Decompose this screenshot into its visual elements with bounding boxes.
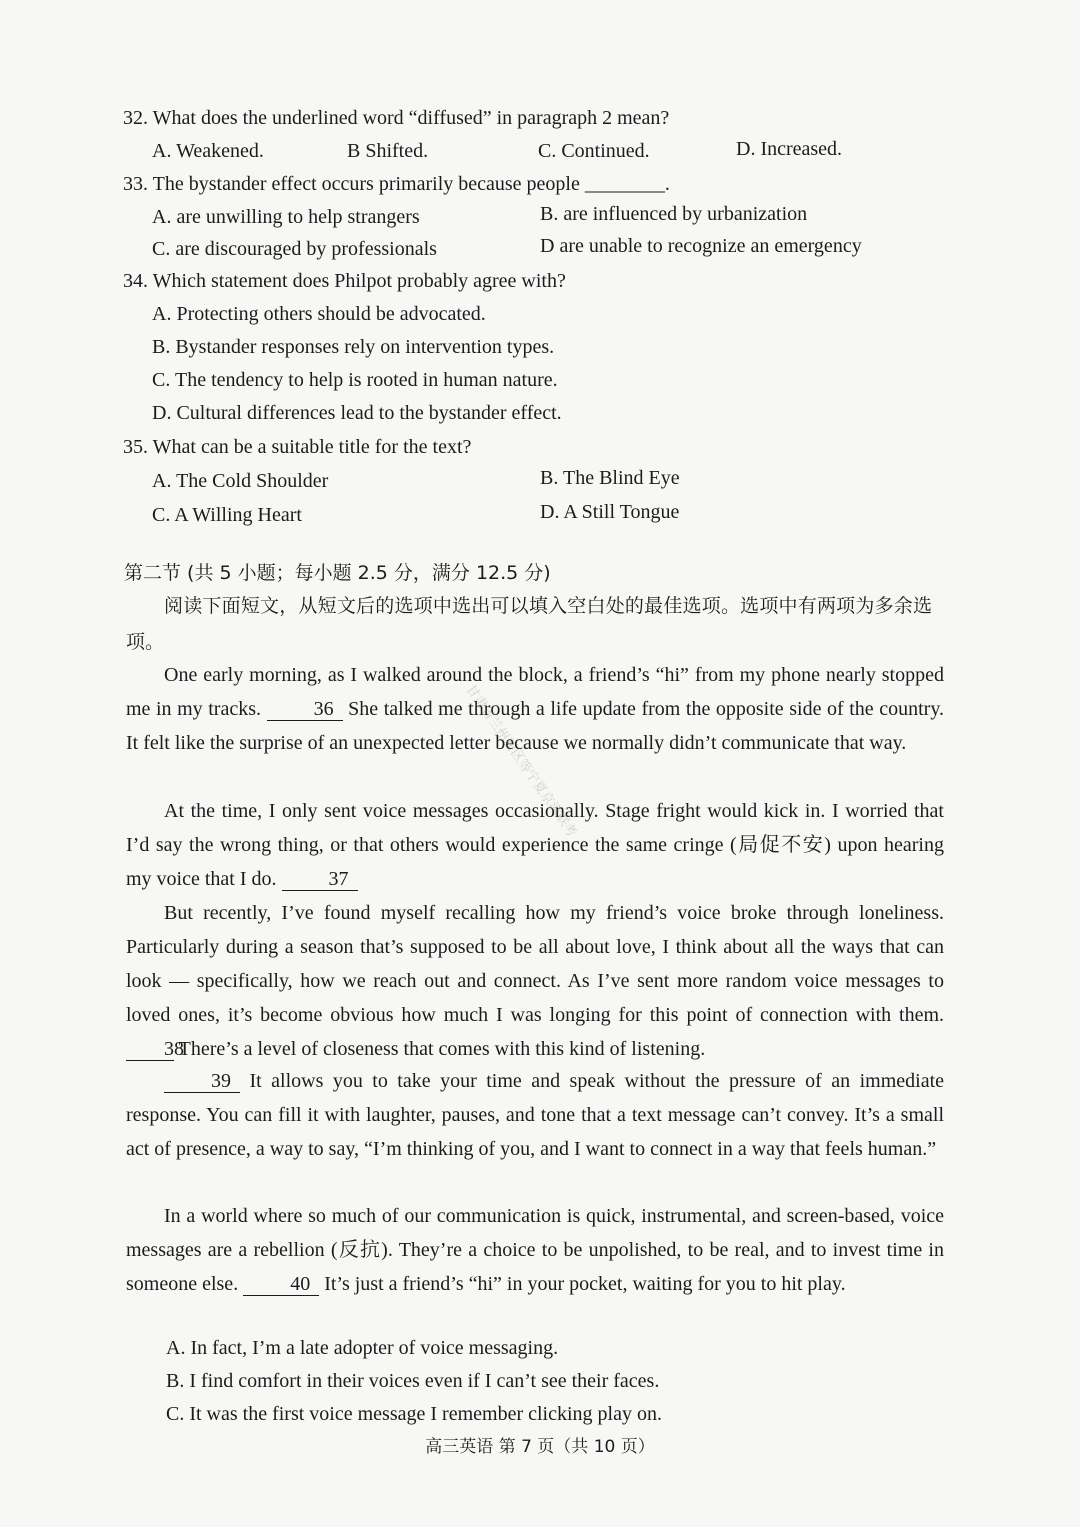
blank-38: 38 [126, 1038, 174, 1061]
p1-text-a: One early morning, as I walked around the block, a friend’s “hi” from my phone nearly stopped me in my tracks. [126, 664, 944, 720]
answer-option-b: B. I find comfort in their voices even if I can’t see their faces. [166, 1370, 660, 1392]
passage-paragraph-1 [126, 658, 944, 760]
watermark-stamp: 甘肃省兰州新区等宁夏京满联考 [462, 682, 580, 840]
q33-option-d: D are unable to recognize an emergency [540, 235, 862, 257]
section-instruction: 阅读下面短文，从短文后的选项中选出可以填入空白处的最佳选项。选项中有两项为多余选项。 [126, 595, 932, 653]
q32-option-d: D. Increased. [736, 138, 843, 160]
q35-option-d: D. A Still Tongue [540, 501, 680, 523]
q34-option-a: A. Protecting others should be advocated. [152, 303, 486, 325]
q32-option-c: C. Continued. [538, 140, 650, 162]
question-32-stem: 32. What does the underlined word “diffused” in paragraph 2 mean? [123, 107, 670, 129]
section-title: 第二节 (共 5 小题；每小题 2.5 分，满分 12.5 分) [124, 562, 551, 584]
q35-option-c: C. A Willing Heart [152, 504, 302, 526]
blank-39: 39 [164, 1070, 240, 1093]
question-33-stem: 33. The bystander effect occurs primarily because people ________. [123, 173, 670, 195]
q34-option-c: C. The tendency to help is rooted in human nature. [152, 369, 558, 391]
q35-option-a: A. The Cold Shoulder [152, 470, 329, 492]
answer-option-a: A. In fact, I’m a late adopter of voice messaging. [166, 1337, 559, 1359]
q33-option-c: C. are discouraged by professionals [152, 238, 437, 260]
blank-37: 37 [282, 868, 358, 891]
passage-paragraph-5 [126, 1199, 944, 1301]
q34-option-b: B. Bystander responses rely on intervention types. [152, 336, 555, 358]
p2-text-a: At the time, I only sent voice messages occasionally. Stage fright would kick in. I worried that I’d say the wrong thing, or that others would experience the same cringe (局促不安) upon hearing my voice that I do. [126, 800, 944, 890]
p5-text-b: It’s just a friend’s “hi” in your pocket, waiting for you to hit play. [324, 1273, 846, 1295]
passage-paragraph-2 [126, 794, 944, 896]
answer-option-c: C. It was the first voice message I remember clicking play on. [166, 1403, 662, 1425]
question-34-stem: 34. Which statement does Philpot probably agree with? [123, 270, 566, 292]
q35-option-b: B. The Blind Eye [540, 467, 680, 489]
q33-option-a: A. are unwilling to help strangers [152, 206, 420, 228]
question-35-stem: 35. What can be a suitable title for the text? [123, 436, 472, 458]
p3-text-a: But recently, I’ve found myself recalling how my friend’s voice broke through loneliness. Particularly during a season that’s supposed to be all about love, I think about all the ways that can look — specifically, how we reach out and connect. As I’ve sent more random voice messages to loved ones, it’s become obvious how much I was longing for this point of connection with them. [126, 902, 944, 1026]
p4-text-a: It allows you to take your time and speak without the pressure of an immediate response. You can fill it with laughter, pauses, and tone that a text message can’t convey. It’s a small act of presence, a way to say, “I’m thinking of you, and I want to connect in a way that feels human.” [126, 1070, 945, 1160]
page-footer: 高三英语 第 7 页（共 10 页） [425, 1437, 655, 1457]
p1-text-b: She talked me through a life update from the opposite side of the country. It felt like the surprise of an unexpected letter because we normally didn’t communicate that way. [126, 698, 945, 754]
q32-option-a: A. Weakened. [152, 140, 264, 162]
blank-36: 36 [267, 698, 343, 721]
passage-paragraph-4 [126, 1064, 944, 1166]
p3-text-b: There’s a level of closeness that comes with this kind of listening. [178, 1038, 706, 1060]
q32-option-b: B Shifted. [347, 140, 429, 162]
p5-text-a: In a world where so much of our communication is quick, instrumental, and screen-based, voice messages are a rebellion (反抗). They’re a choice to be unpolished, to be real, and to invest time in someone else. [126, 1205, 944, 1295]
blank-40: 40 [243, 1273, 319, 1296]
q33-option-b: B. are influenced by urbanization [540, 203, 808, 225]
passage-paragraph-3 [126, 896, 944, 1066]
q34-option-d: D. Cultural differences lead to the bystander effect. [152, 402, 562, 424]
